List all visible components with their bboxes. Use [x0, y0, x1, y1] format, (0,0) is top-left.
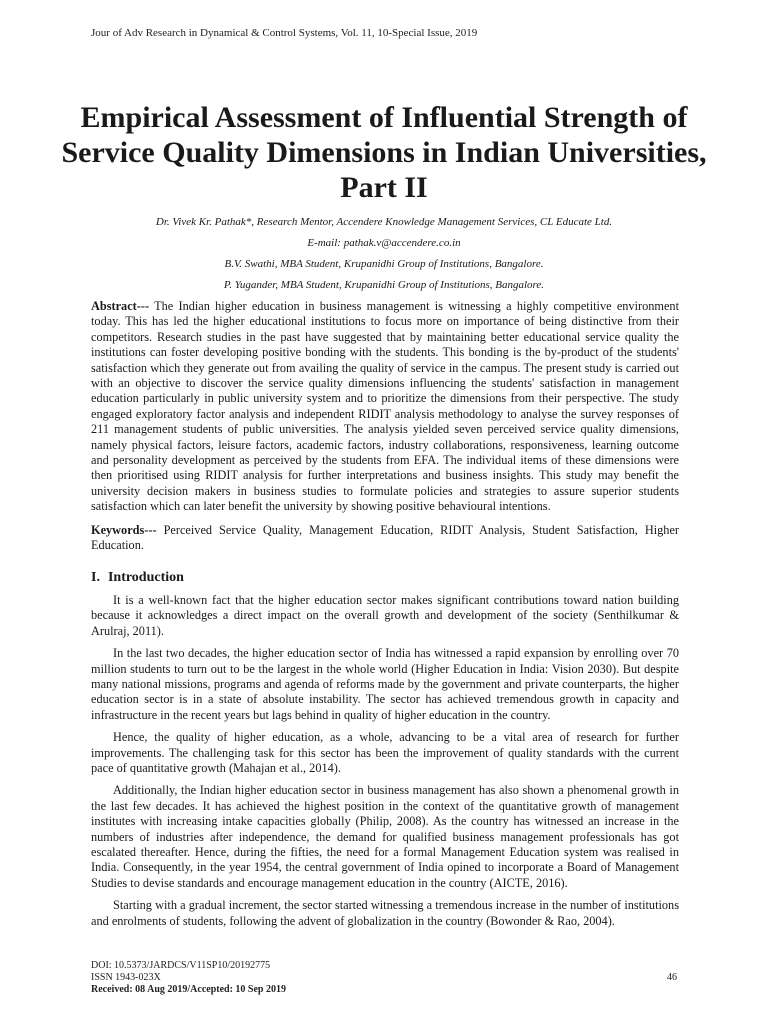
intro-paragraph-1: It is a well-known fact that the higher education sector makes significant contributions toward nation building because it acknowledges a direct impact on the overall growth and development of the society (Senthilkumar & Arulraj, 2011). — [91, 592, 679, 638]
author-block — [60, 212, 708, 296]
section-heading — [91, 570, 679, 585]
page-footer — [91, 960, 286, 996]
abstract-text: The Indian higher education in business management is witnessing a highly competitive environment today. This has led the higher educational institutions to focus more on importance of being distinctive from their competitors. Research studies in the past have suggested that by maintaining better educational service quality the institutions can foster developing positive bonding with the students. This bonding is the by-product of the students' satisfaction which they generate out from availing the quality of service in the campus. The present study is carried out with an objective to discover the service quality dimensions influencing the students' satisfaction in management education particularly in public university system and to prioritize the dimensions from their perspective. The study engaged exploratory factor analysis and independent RIDIT analysis methodology to analyse the survey responses of 211 management students of public universities. The analysis yielded seven perceived service quality dimensions, namely physical factors, leisure factors, academic factors, industry collaborations, responsiveness, learning outcome and personality development as perceived by the students from EFA. The individual items of these dimensions were then prioritised using RIDIT analysis for further interpretations and business insights. This study may benefit the university decision makers in business studies to formulate policies and strategies to assure superior students satisfaction which can later benefit the university by showing positive behavioural intentions. — [91, 299, 679, 514]
received-accepted: Received: 08 Aug 2019/Accepted: 10 Sep 2019 — [91, 984, 286, 995]
intro-paragraph-3: Hence, the quality of higher education, as a whole, advancing to be a vital area of research for further improvements. The challenging task for this sector has been the improvement of quality standards with the current pace of quantitative growth (Mahajan et al., 2014). — [91, 730, 679, 775]
doi: DOI: 10.5373/JARDCS/V11SP10/20192775 — [91, 960, 271, 971]
author-email: E-mail: pathak.v@accendere.co.in — [307, 237, 461, 249]
section-number: I. — [91, 569, 100, 585]
journal-header: Jour of Adv Research in Dynamical & Control Systems, Vol. 11, 10-Special Issue, 2019 — [91, 27, 478, 39]
keywords-label: Keywords--- — [91, 522, 157, 537]
paper-title: Empirical Assessment of Influential Strength of Service Quality Dimensions in Indian Universities, Part II — [61, 101, 707, 204]
intro-paragraph-5: Starting with a gradual increment, the sector started witnessing a tremendous increase in the number of institutions and enrolments of students, following the advent of globalization in the country (Bowonder & Rao, 2004). — [91, 898, 679, 928]
keywords — [91, 523, 679, 554]
section-title: Introduction — [107, 569, 184, 585]
abstract-label: Abstract--- — [91, 299, 150, 313]
keywords-text: Perceived Service Quality, Management Education, RIDIT Analysis, Student Satisfaction, Higher Education. — [91, 522, 679, 553]
paper-body — [91, 299, 679, 936]
abstract — [91, 299, 679, 515]
author-line-2: B.V. Swathi, MBA Student, Krupanidhi Group of Institutions, Bangalore. — [224, 258, 544, 270]
page-number: 46 — [667, 972, 677, 983]
issn: ISSN 1943-023X — [91, 972, 161, 983]
intro-paragraph-4: Additionally, the Indian higher education sector in business management has also shown a phenomenal growth in the last few decades. It has achieved the highest position in the context of the quantitative growth of management institutes with increasing intake capacities globally (Philip, 2008). As the country has witnessed an increase in the numbers of industries after independence, the demand for qualified business management professionals has got escalated thereafter. Hence, during the fifties, the need for a formal Management Education system was realised in India. Consequently, in the year 1954, the central government of India opined to incorporate a Board of Management Studies to devise standards and encourage management education in the country (AICTE, 2016). — [91, 783, 679, 890]
author-line-1: Dr. Vivek Kr. Pathak*, Research Mentor, Accendere Knowledge Management Services, CL Educate Ltd. — [155, 216, 613, 228]
author-line-3: P. Yugander, MBA Student, Krupanidhi Group of Institutions, Bangalore. — [223, 279, 545, 291]
intro-paragraph-2: In the last two decades, the higher education sector of India has witnessed a rapid expansion by enrolling over 70 million students to turn out to be the largest in the whole world (Higher Education in India: Vision 2030). But despite many national missions, programs and agenda of reforms made by the government and private counterparts, the higher education sector is in a state of absolute instability. The sector has achieved tremendous growth in capacity and infrastructure in the recent years but lags behind in quality of higher education in the country. — [91, 646, 679, 722]
